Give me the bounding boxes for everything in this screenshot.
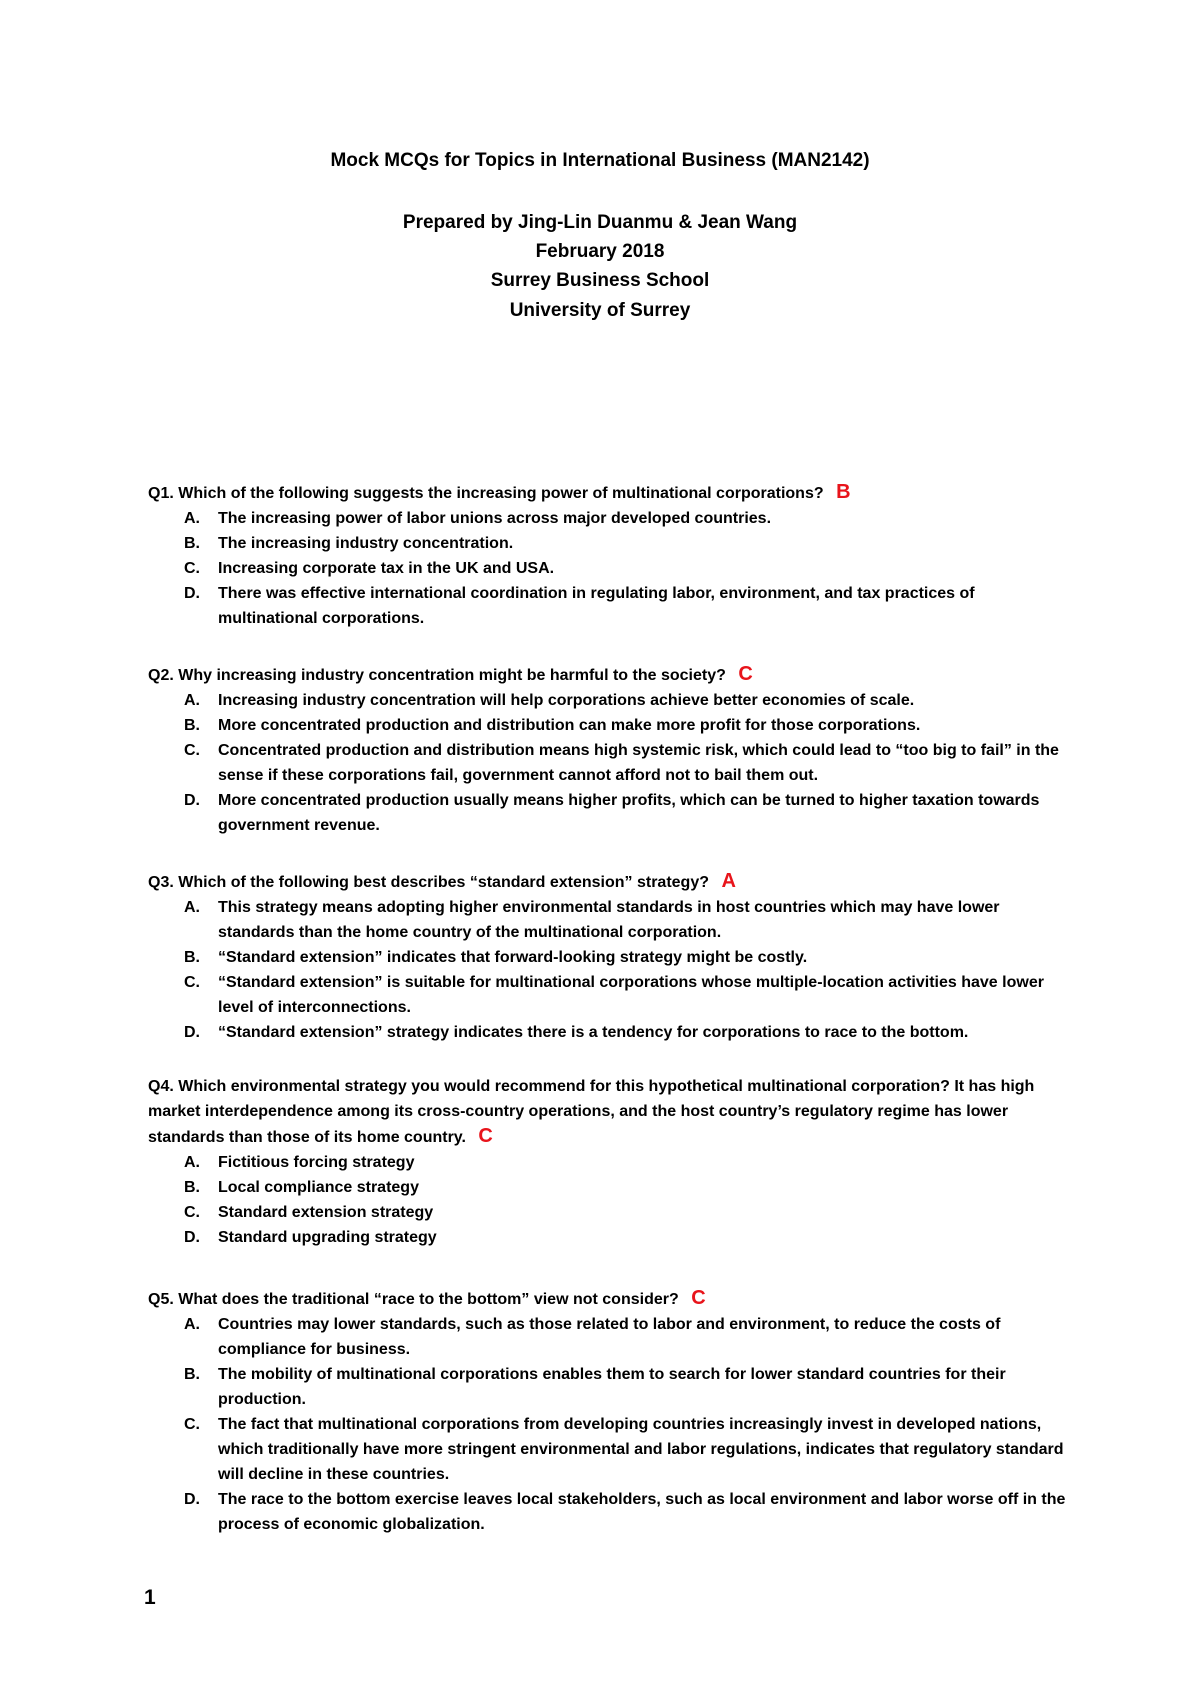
option-text: This strategy means adopting higher environmental standards in host countries which may have lower standards than the home country of the multinational corporation. xyxy=(218,899,1000,941)
option-letter: B. xyxy=(184,717,200,734)
question-3 xyxy=(148,869,1068,895)
answer-key: C xyxy=(478,1125,493,1147)
option-letter: B. xyxy=(184,1366,200,1383)
page-number: 1 xyxy=(144,1586,156,1609)
option-letter: D. xyxy=(184,585,200,602)
option-letter: D. xyxy=(184,1491,200,1508)
question-text: Why increasing industry concentration might be harmful to the society? xyxy=(178,667,726,684)
option-text: The increasing industry concentration. xyxy=(218,535,514,552)
option-letter: D. xyxy=(184,1229,200,1246)
option-letter: D. xyxy=(184,792,200,809)
answer-key: B xyxy=(836,481,851,503)
option-item xyxy=(148,1225,1068,1250)
option-letter: A. xyxy=(184,510,200,527)
question-text: Which of the following best describes “standard extension” strategy? xyxy=(178,874,709,891)
option-item xyxy=(148,556,1068,581)
option-item xyxy=(148,895,1068,945)
option-text: The fact that multinational corporations from developing countries increasingly invest in developed nations, which traditionally have more stringent environmental and labor regulations, indicates that regulatory standard will decline in these countries. xyxy=(218,1416,1064,1483)
option-item xyxy=(148,506,1068,531)
question-4 xyxy=(148,1074,1068,1150)
option-letter: A. xyxy=(184,692,200,709)
option-text: “Standard extension” indicates that forward-looking strategy might be costly. xyxy=(218,949,808,966)
question-label: Q5. xyxy=(148,1291,174,1308)
option-item xyxy=(148,1312,1068,1362)
option-letter: C. xyxy=(184,560,200,577)
question-text: Which of the following suggests the increasing power of multinational corporations? xyxy=(178,485,824,502)
option-text: Increasing industry concentration will help corporations achieve better economies of scale. xyxy=(218,692,915,709)
document-title: Mock MCQs for Topics in International Business (MAN2142) xyxy=(330,150,870,171)
answer-key: A xyxy=(721,870,736,892)
option-list xyxy=(148,688,1068,838)
option-letter: A. xyxy=(184,1316,200,1333)
option-text: More concentrated production usually means higher profits, which can be turned to higher taxation towards government revenue. xyxy=(218,792,1040,834)
option-letter: B. xyxy=(184,1179,200,1196)
university-name: University of Surrey xyxy=(509,300,691,321)
option-item xyxy=(148,688,1068,713)
question-5 xyxy=(148,1286,1068,1312)
question-label: Q2. xyxy=(148,667,174,684)
option-letter: D. xyxy=(184,1024,200,1041)
option-text: Standard upgrading strategy xyxy=(218,1229,437,1246)
option-letter: C. xyxy=(184,974,200,991)
option-letter: C. xyxy=(184,742,200,759)
prepared-by: Prepared by Jing-Lin Duanmu & Jean Wang xyxy=(402,212,798,233)
option-text: The increasing power of labor unions across major developed countries. xyxy=(218,510,772,527)
option-item xyxy=(148,1412,1068,1487)
option-letter: B. xyxy=(184,949,200,966)
option-item xyxy=(148,1362,1068,1412)
option-item xyxy=(148,1150,1068,1175)
option-text: Fictitious forcing strategy xyxy=(218,1154,415,1171)
option-list xyxy=(148,895,1068,1045)
question-2 xyxy=(148,662,1068,688)
option-item xyxy=(148,1200,1068,1225)
option-text: Countries may lower standards, such as those related to labor and environment, to reduce the costs of compliance for business. xyxy=(218,1316,1001,1358)
option-text: “Standard extension” is suitable for multinational corporations whose multiple-location activities have lower level of interconnections. xyxy=(218,974,1044,1016)
option-item xyxy=(148,1175,1068,1200)
question-label: Q3. xyxy=(148,874,174,891)
question-text: Which environmental strategy you would recommend for this hypothetical multinational corporation? It has high market interdependence among its cross-country operations, and the host country’s regulatory regime has lower standards than those of its home country. xyxy=(148,1078,1035,1146)
document-date: February 2018 xyxy=(535,241,665,262)
option-item xyxy=(148,713,1068,738)
question-block-5 xyxy=(148,1286,1068,1537)
option-text: The race to the bottom exercise leaves local stakeholders, such as local environment and labor worse off in the process of economic globalization. xyxy=(218,1491,1066,1533)
question-text: What does the traditional “race to the bottom” view not consider? xyxy=(178,1291,679,1308)
option-item xyxy=(148,1020,1068,1045)
option-letter: C. xyxy=(184,1204,200,1221)
option-list xyxy=(148,1150,1068,1250)
option-text: “Standard extension” strategy indicates there is a tendency for corporations to race to the bottom. xyxy=(218,1024,969,1041)
school-name: Surrey Business School xyxy=(490,270,710,291)
answer-key: C xyxy=(691,1287,706,1309)
option-item xyxy=(148,788,1068,838)
option-text: More concentrated production and distribution can make more profit for those corporations. xyxy=(218,717,921,734)
option-item xyxy=(148,581,1068,631)
option-text: Concentrated production and distribution means high systemic risk, which could lead to “too big to fail” in the sense if these corporations fail, government cannot afford not to bail them out. xyxy=(218,742,1059,784)
question-label: Q1. xyxy=(148,485,174,502)
option-letter: B. xyxy=(184,535,200,552)
option-letter: C. xyxy=(184,1416,200,1433)
option-list xyxy=(148,506,1068,631)
option-text: Increasing corporate tax in the UK and USA. xyxy=(218,560,555,577)
option-letter: A. xyxy=(184,899,200,916)
question-label: Q4. xyxy=(148,1078,174,1095)
option-letter: A. xyxy=(184,1154,200,1171)
answer-key: C xyxy=(738,663,753,685)
question-block-2 xyxy=(148,662,1068,838)
option-text: The mobility of multinational corporations enables them to search for lower standard countries for their production. xyxy=(218,1366,1006,1408)
question-block-1 xyxy=(148,480,1068,631)
question-block-4 xyxy=(148,1074,1068,1250)
option-item xyxy=(148,945,1068,970)
option-item xyxy=(148,738,1068,788)
option-list xyxy=(148,1312,1068,1537)
option-text: Local compliance strategy xyxy=(218,1179,419,1196)
question-block-3 xyxy=(148,869,1068,1045)
option-item xyxy=(148,970,1068,1020)
option-text: Standard extension strategy xyxy=(218,1204,434,1221)
option-item xyxy=(148,1487,1068,1537)
option-text: There was effective international coordination in regulating labor, environment, and tax practices of multinational corporations. xyxy=(218,585,975,627)
option-item xyxy=(148,531,1068,556)
question-1 xyxy=(148,480,1068,506)
